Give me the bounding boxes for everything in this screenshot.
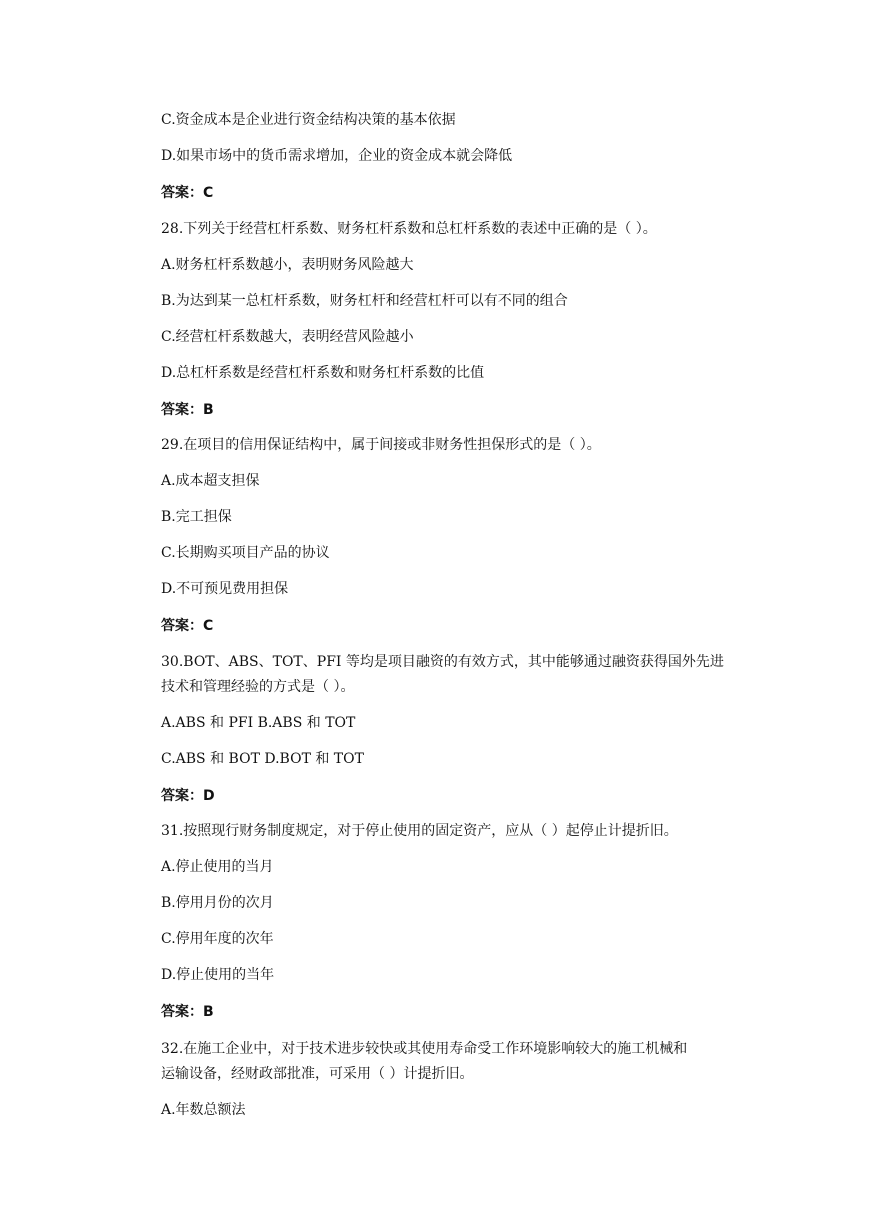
option-line: A.成本超支担保	[161, 473, 260, 489]
option-line: B.停用月份的次月	[161, 895, 274, 911]
option-line: D.不可预见费用担保	[161, 581, 289, 597]
option-line: D.如果市场中的货币需求增加，企业的资金成本就会降低	[161, 148, 513, 164]
option-line: B.为达到某一总杠杆系数，财务杠杆和经营杠杆可以有不同的组合	[161, 293, 568, 309]
question-line: 28.下列关于经营杠杆系数、财务杠杆系数和总杠杆系数的表述中正确的是（ ）。	[161, 221, 657, 237]
option-line: A.ABS 和 PFI B.ABS 和 TOT	[161, 715, 356, 731]
question-line: 29.在项目的信用保证结构中，属于间接或非财务性担保形式的是（ ）。	[161, 437, 601, 453]
question-line: 运输设备，经财政部批准，可采用（ ）计提折旧。	[161, 1066, 474, 1082]
option-line: D.总杠杆系数是经营杠杆系数和财务杠杆系数的比值	[161, 365, 485, 381]
answer-line: 答案：B	[161, 402, 214, 418]
option-line: C.停用年度的次年	[161, 931, 274, 947]
answer-line: 答案：C	[161, 618, 214, 634]
answer-line: 答案：B	[161, 1004, 214, 1020]
option-line: A.停止使用的当月	[161, 859, 274, 875]
question-line: 32.在施工企业中，对于技术进步较快或其使用寿命受工作环境影响较大的施工机械和	[161, 1041, 688, 1057]
question-line: 31.按照现行财务制度规定，对于停止使用的固定资产，应从（ ）起停止计提折旧。	[161, 823, 678, 839]
option-line: A.财务杠杆系数越小，表明财务风险越大	[161, 257, 414, 273]
option-line: C.经营杠杆系数越大，表明经营风险越小	[161, 329, 414, 345]
answer-line: 答案：D	[161, 788, 215, 804]
answer-line: 答案：C	[161, 185, 214, 201]
option-line: A.年数总额法	[161, 1102, 246, 1118]
option-line: B.完工担保	[161, 509, 232, 525]
question-line: 30.BOT、ABS、TOT、PFI 等均是项目融资的有效方式，其中能够通过融资获得国外先进	[161, 654, 724, 670]
option-line: C.ABS 和 BOT D.BOT 和 TOT	[161, 751, 364, 767]
option-line: C.长期购买项目产品的协议	[161, 545, 330, 561]
option-line: D.停止使用的当年	[161, 967, 275, 983]
question-line: 技术和管理经验的方式是（ ）。	[161, 679, 355, 695]
option-line: C.资金成本是企业进行资金结构决策的基本依据	[161, 112, 456, 128]
